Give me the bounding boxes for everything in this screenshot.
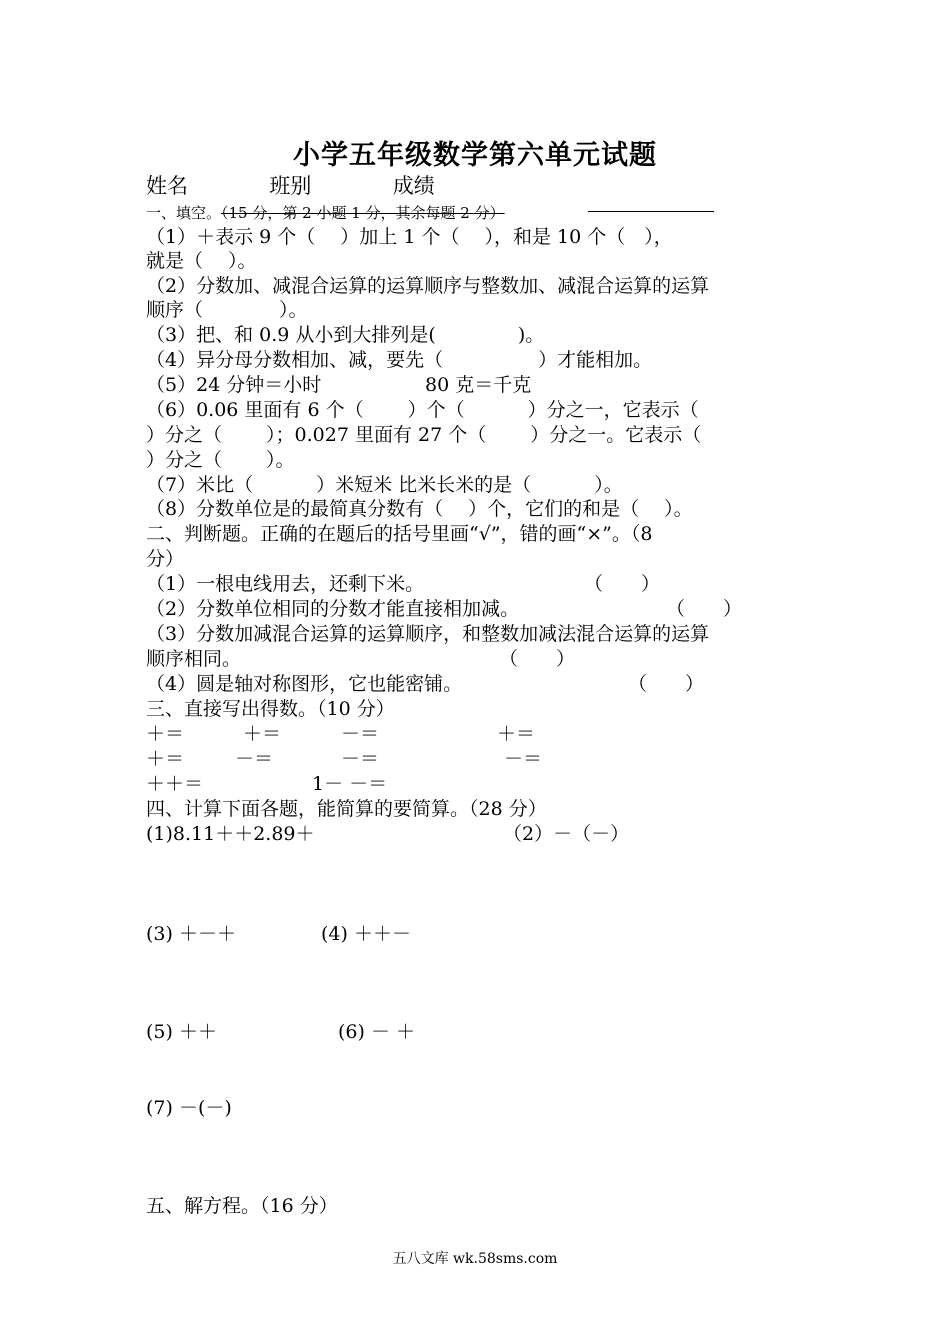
- section1-heading: 一、填空。（15 分，第 2 小题 1 分，其余每题 2 分）: [146, 204, 505, 222]
- judge-q3-bracket[interactable]: （ ）: [499, 648, 576, 670]
- q2-line-2: 顺序（ ）。: [146, 299, 308, 321]
- class-label: 班别: [269, 174, 312, 198]
- oral-item: ＋＝: [497, 723, 536, 745]
- calc-problem-5: (5) ＋＋: [146, 1021, 217, 1043]
- q8-line: （8）分数单位是的最简真分数有（ ）个，它们的和是（ ）。: [146, 498, 693, 520]
- oral-item: －＝: [235, 748, 274, 770]
- q6-line-2: ）分之（ ）；0.027 里面有 27 个（ ）分之一。它表示（: [146, 424, 702, 446]
- calc-problem-7: (7) －(－): [146, 1097, 232, 1119]
- q5-line-a: （5）24 分钟＝小时: [146, 374, 322, 396]
- judge-q1: （1）一根电线用去，还剩下米。: [146, 573, 425, 595]
- q5-line-b: 80 克＝千克: [425, 374, 532, 396]
- oral-item: ＋＝: [146, 723, 185, 745]
- struck-scoring-note: （15 分，第 2 小题 1 分，其余每题 2 分）: [221, 204, 505, 222]
- q2-line-1: （2）分数加、减混合运算的运算顺序与整数加、减混合运算的运算: [146, 275, 710, 297]
- oral-item: －＝: [504, 748, 543, 770]
- score-label: 成绩: [392, 174, 435, 198]
- oral-item: －＝: [341, 723, 380, 745]
- q1-line-1: （1）＋表示 9 个（ ）加上 1 个（ ），和是 10 个（ ），: [146, 226, 673, 248]
- oral-item: －＝: [341, 748, 380, 770]
- q4-line: （4）异分母分数相加、减，要先（ ）才能相加。: [146, 349, 653, 371]
- oral-item: ＋＝: [146, 748, 185, 770]
- q6-line-1: （6）0.06 里面有 6 个（ ）个（ ）分之一，它表示（: [146, 399, 699, 421]
- struck-line: [588, 211, 714, 212]
- section3-heading: 三、直接写出得数。（10 分）: [146, 698, 395, 720]
- q6-line-3: ）分之（ ）。: [146, 449, 295, 471]
- section5-heading: 五、解方程。（16 分）: [146, 1195, 338, 1217]
- section2-heading-2: 分）: [146, 548, 185, 570]
- calc-problem-3: (3) ＋－＋: [146, 923, 236, 945]
- section4-heading: 四、计算下面各题，能简算的要简算。（28 分）: [146, 798, 547, 820]
- oral-item: ＋＝: [243, 723, 282, 745]
- judge-q3-line-2: 顺序相同。: [146, 648, 242, 670]
- judge-q2: （2）分数单位相同的分数才能直接相加减。: [146, 598, 520, 620]
- q3-line: （3）把、和 0.9 从小到大排列是( )。: [146, 324, 545, 346]
- oral-item: 1－ －＝: [312, 773, 388, 795]
- footer-watermark: 五八文库 wk.58sms.com: [392, 1251, 558, 1267]
- calc-problem-4: (4) ＋＋－: [321, 923, 411, 945]
- name-label: 姓名: [146, 174, 188, 198]
- student-info-row: [146, 174, 435, 198]
- page-title: 小学五年级数学第六单元试题: [293, 140, 657, 171]
- judge-q4-bracket[interactable]: （ ）: [628, 673, 705, 695]
- section2-heading-1: 二、判断题。正确的在题后的括号里画“√”，错的画“×”。（8: [146, 523, 653, 545]
- calc-problem-6: (6) － ＋: [338, 1021, 415, 1043]
- q1-line-2: 就是（ ）。: [146, 250, 257, 272]
- calc-problem-2: （2）－（－）: [503, 823, 630, 845]
- judge-q4: （4）圆是轴对称图形，它也能密铺。: [146, 673, 463, 695]
- q7-line: （7）米比（ ）米短米 比米长米的是（ ）。: [146, 474, 623, 496]
- judge-q2-bracket[interactable]: （ ）: [666, 598, 743, 620]
- judge-q1-bracket[interactable]: （ ）: [584, 573, 661, 595]
- judge-q3-line-1: （3）分数加减混合运算的运算顺序，和整数加减法混合运算的运算: [146, 623, 710, 645]
- oral-item: ＋＋＝: [146, 773, 204, 795]
- calc-problem-1: (1)8.11＋＋2.89＋: [146, 823, 315, 845]
